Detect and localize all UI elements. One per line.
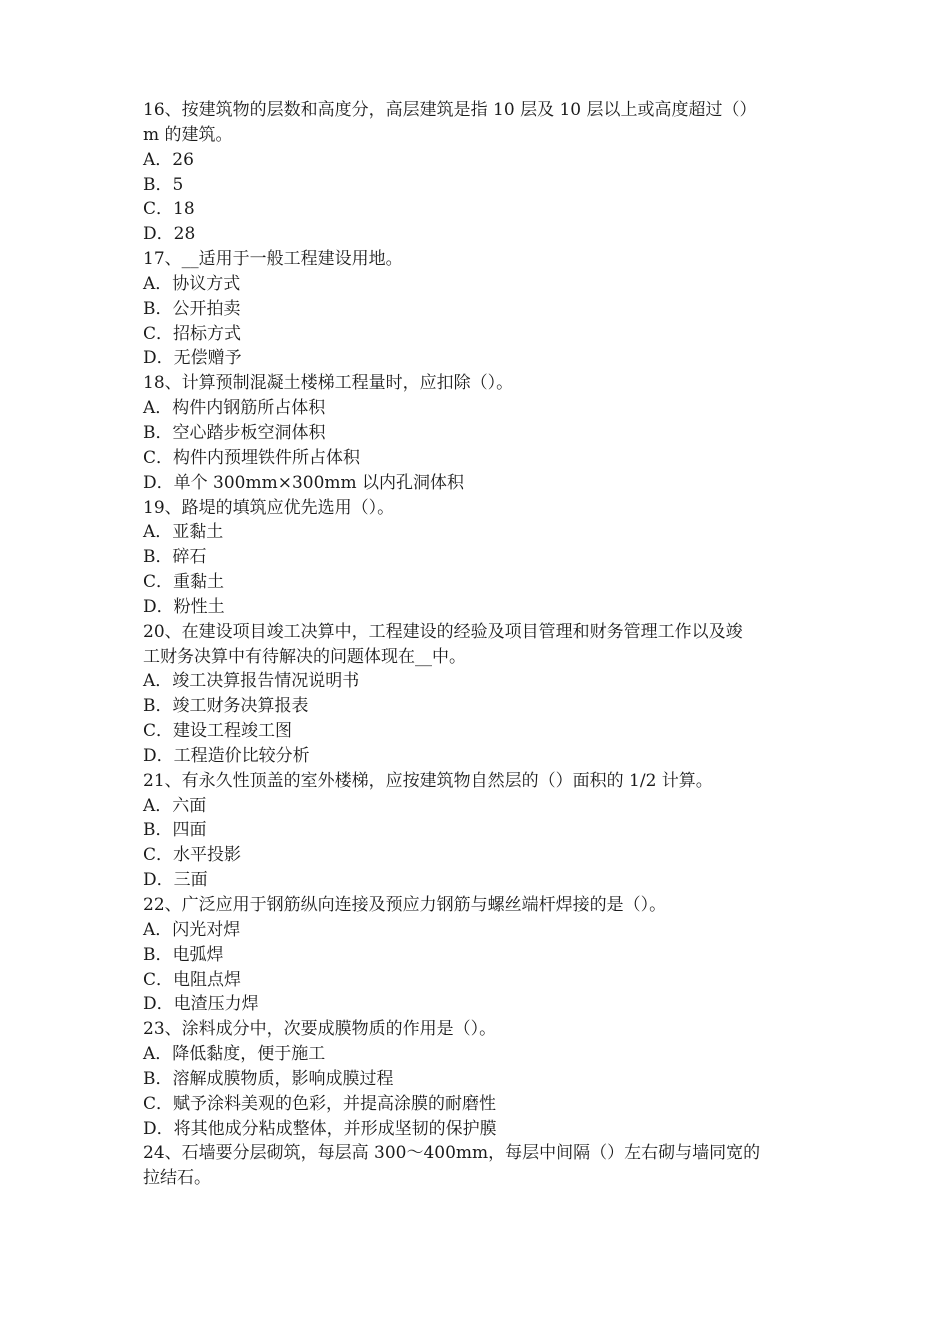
option-b: B．四面 (143, 820, 207, 841)
option-a: A．闪光对焊 (143, 919, 241, 940)
question-stem (143, 620, 813, 670)
option-c: C．电阻点焊 (143, 969, 242, 990)
option-a: A．竣工决算报告情况说明书 (143, 671, 360, 692)
question-21 (143, 769, 813, 893)
answer-options (143, 669, 813, 768)
question-24 (143, 1141, 813, 1191)
stem-line: 23、涂料成分中，次要成膜物质的作用是（）。 (143, 1019, 497, 1040)
answer-options (143, 520, 813, 619)
answer-options (143, 396, 813, 495)
option-d: D．粉性土 (143, 596, 225, 617)
option-c: C．建设工程竣工图 (143, 721, 293, 742)
question-stem (143, 98, 813, 148)
option-d: D．电渣压力焊 (143, 994, 259, 1015)
question-stem (143, 769, 813, 794)
stem-line: 18、计算预制混凝土楼梯工程量时，应扣除（）。 (143, 373, 514, 394)
question-19 (143, 496, 813, 620)
stem-line: 19、路堤的填筑应优先选用（）。 (143, 497, 395, 518)
question-23 (143, 1017, 813, 1141)
option-c: C．重黏土 (143, 572, 225, 593)
stem-line: 22、广泛应用于钢筋纵向连接及预应力钢筋与螺丝端杆焊接的是（）。 (143, 895, 667, 915)
question-20 (143, 620, 813, 769)
answer-options (143, 918, 813, 1017)
option-a: A．六面 (143, 795, 207, 816)
option-c: C．招标方式 (143, 323, 242, 344)
option-c: C．18 (143, 199, 195, 220)
answer-options (143, 1042, 813, 1141)
option-c: C．构件内预埋铁件所占体积 (143, 447, 361, 468)
question-18 (143, 371, 813, 495)
stem-line: 拉结石。 (143, 1168, 211, 1189)
option-d: D．将其他成分粘成整体，并形成坚韧的保护膜 (143, 1118, 497, 1139)
question-stem (143, 1017, 813, 1042)
question-stem (143, 371, 813, 396)
question-stem (143, 247, 813, 272)
stem-line: 17、__适用于一般工程建设用地。 (143, 249, 403, 270)
option-a: A．降低黏度，便于施工 (143, 1044, 326, 1065)
question-22 (143, 893, 813, 1017)
stem-line: 21、有永久性顶盖的室外楼梯，应按建筑物自然层的（）面积的 1/2 计算。 (143, 770, 713, 791)
option-a: A．亚黏土 (143, 522, 224, 543)
option-b: B．溶解成膜物质，影响成膜过程 (143, 1068, 394, 1089)
option-a: A．构件内钢筋所占体积 (143, 398, 326, 419)
stem-line: 24、石墙要分层砌筑，每层高 300～400mm，每层中间隔（）左右砌与墙同宽的 (143, 1143, 761, 1164)
stem-line: 工财务决算中有待解决的问题体现在__中。 (143, 646, 466, 667)
option-c: C．赋予涂料美观的色彩，并提高涂膜的耐磨性 (143, 1093, 497, 1114)
option-a: A．协议方式 (143, 273, 241, 294)
option-d: D．三面 (143, 870, 208, 891)
question-16 (143, 98, 813, 247)
answer-options (143, 272, 813, 371)
option-b: B．电弧焊 (143, 944, 224, 965)
option-b: B．5 (143, 174, 184, 195)
question-stem (143, 1141, 813, 1191)
option-d: D．无偿赠予 (143, 348, 242, 369)
option-b: B．空心踏步板空洞体积 (143, 422, 326, 443)
stem-line: 20、在建设项目竣工决算中，工程建设的经验及项目管理和财务管理工作以及竣 (143, 621, 743, 642)
document-page (143, 98, 813, 1191)
option-c: C．水平投影 (143, 845, 242, 866)
stem-line: m 的建筑。 (143, 124, 233, 145)
question-stem (143, 893, 813, 918)
option-d: D．工程造价比较分析 (143, 745, 310, 766)
answer-options (143, 148, 813, 247)
option-d: D．单个 300mm×300mm 以内孔洞体积 (143, 472, 465, 493)
option-a: A．26 (143, 149, 194, 170)
option-d: D．28 (143, 224, 196, 245)
option-b: B．碎石 (143, 547, 207, 568)
question-stem (143, 496, 813, 521)
question-17 (143, 247, 813, 371)
stem-line: 16、按建筑物的层数和高度分，高层建筑是指 10 层及 10 层以上或高度超过（） (143, 100, 757, 120)
option-b: B．公开拍卖 (143, 298, 241, 319)
answer-options (143, 794, 813, 893)
option-b: B．竣工财务决算报表 (143, 696, 309, 717)
